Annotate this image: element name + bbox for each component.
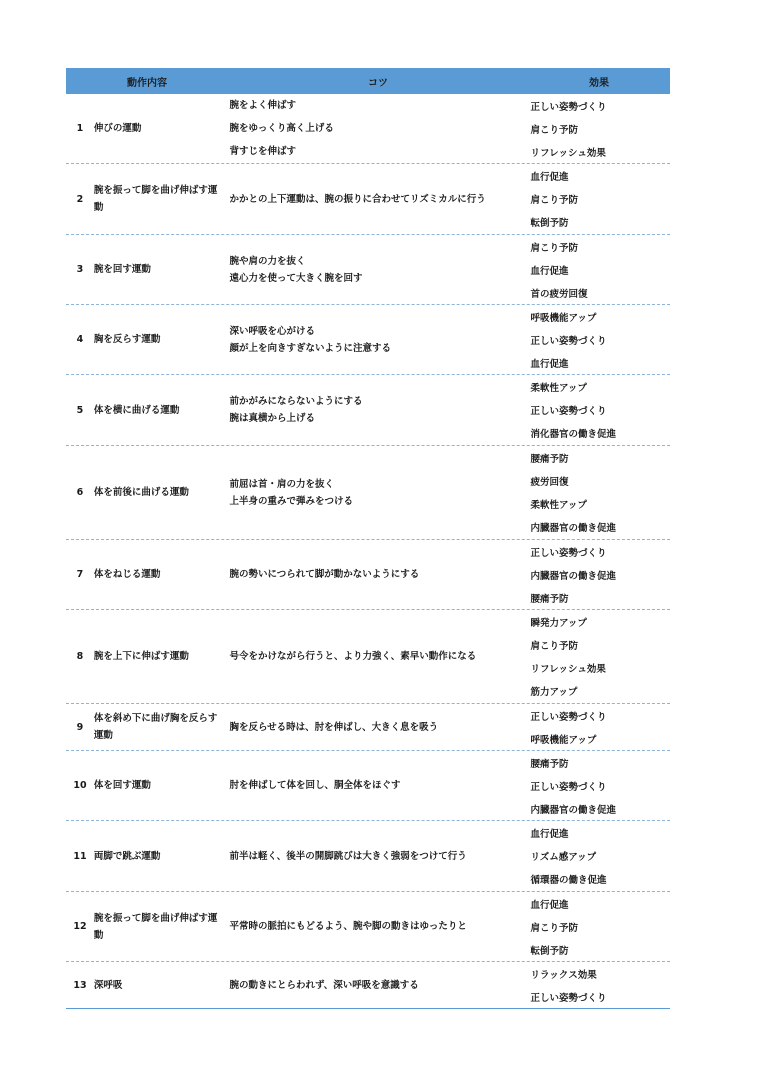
row-tips — [229, 704, 528, 750]
row-tips — [229, 375, 528, 445]
effect-item: 内臓器官の働き促進 — [530, 570, 616, 582]
row-effects — [528, 962, 670, 1008]
effect-item: 血行促進 — [530, 265, 569, 277]
row-action: 腕を上下に伸ばす運動 — [93, 651, 189, 662]
row-effects — [528, 540, 670, 609]
row-effects — [528, 235, 670, 304]
row-tips — [229, 94, 528, 163]
effect-item: 柔軟性アップ — [530, 500, 587, 512]
effect-item: リフレッシュ効果 — [530, 664, 606, 676]
row-tips — [229, 540, 528, 609]
table-row — [66, 704, 670, 751]
row-tips — [229, 821, 528, 891]
row-action: 深呼吸 — [93, 979, 123, 991]
effect-item: リラックス効果 — [530, 969, 597, 981]
effect-item: 腰痛予防 — [530, 453, 569, 465]
row-effects — [528, 446, 670, 539]
table-row — [66, 751, 670, 821]
table-row — [66, 235, 670, 305]
tip-text: かかとの上下運動は、腕の振りに合わせてリズミカルに行う — [229, 193, 486, 205]
table-row — [66, 540, 670, 610]
effect-item: 疲労回復 — [530, 476, 569, 488]
row-number: 2 — [76, 193, 84, 205]
effect-item: 首の疲労回復 — [530, 288, 588, 300]
effect-item: 正しい姿勢づくり — [530, 101, 607, 113]
effect-item: 呼吸機能アップ — [530, 734, 597, 746]
effect-item: 正しい姿勢づくり — [530, 405, 607, 417]
row-number: 10 — [73, 780, 87, 791]
row-action: 腕を振って脚を曲げ伸ばす運動 — [93, 912, 218, 941]
row-action: 伸びの運動 — [93, 123, 142, 134]
row-effects — [528, 892, 670, 961]
effect-item: リズム感アップ — [530, 851, 597, 863]
exercise-table — [66, 68, 670, 1009]
table-row — [66, 164, 670, 235]
row-number: 4 — [76, 334, 84, 345]
tip-text: 腕の勢いにつられて脚が動かないようにする — [229, 569, 420, 580]
table-body — [66, 94, 670, 1009]
table-row — [66, 962, 670, 1009]
row-effects — [528, 164, 670, 234]
row-action: 腕を振って脚を曲げ伸ばす運動 — [93, 185, 218, 213]
row-number: 8 — [76, 651, 84, 662]
tip-text: 号令をかけながら行うと、より力強く、素早い動作になる — [229, 651, 477, 662]
tip-text: 顔が上を向きすぎないように注意する — [229, 342, 391, 354]
tip-text: 遠心力を使って大きく腕を回す — [229, 272, 363, 284]
row-action: 両脚で跳ぶ運動 — [93, 850, 161, 862]
tip-text: 前屈は首・肩の力を抜く — [229, 478, 334, 490]
effect-item: 瞬発力アップ — [530, 617, 587, 629]
effect-item: 内臓器官の働き促進 — [530, 523, 616, 535]
row-action: 体を前後に曲げる運動 — [93, 487, 189, 498]
tip-text: 平常時の脈拍にもどるよう、腕や脚の動きはゆったりと — [229, 921, 467, 932]
row-effects — [528, 94, 670, 163]
row-tips — [229, 164, 528, 234]
effect-item: 血行促進 — [530, 828, 569, 840]
row-action: 体をねじる運動 — [93, 569, 161, 580]
row-effects — [528, 704, 670, 750]
effect-item: 血行促進 — [530, 171, 569, 183]
tip-text: 肘を伸ばして体を回し、胴全体をほぐす — [229, 780, 401, 791]
tip-text: 胸を反らせる時は、肘を伸ばし、大きく息を吸う — [229, 721, 439, 733]
effect-item: 腰痛予防 — [530, 593, 569, 605]
row-number: 5 — [76, 404, 84, 416]
row-effects — [528, 751, 670, 820]
row-tips — [229, 235, 528, 304]
row-number: 12 — [73, 921, 87, 932]
row-effects — [528, 375, 670, 445]
tip-text: 前半は軽く、後半の開脚跳びは大きく強弱をつけて行う — [229, 850, 467, 862]
row-number: 11 — [73, 850, 87, 862]
tip-text: 上半身の重みで弾みをつける — [229, 495, 353, 507]
effect-item: 肩こり予防 — [530, 922, 578, 934]
effect-item: 柔軟性アップ — [530, 382, 587, 394]
table-row — [66, 892, 670, 962]
effect-item: 内臓器官の働き促進 — [530, 804, 616, 816]
tip-text: 深い呼吸を心がける — [229, 325, 315, 337]
effect-item: 転倒予防 — [530, 218, 569, 230]
row-action: 体を斜め下に曲げ胸を反らす運動 — [93, 713, 218, 741]
effect-item: 呼吸機能アップ — [530, 312, 597, 324]
table-header — [66, 68, 670, 94]
row-effects — [528, 821, 670, 891]
effect-item: 腰痛予防 — [530, 758, 569, 770]
header-tips: コツ — [368, 77, 388, 89]
effect-item: 血行促進 — [530, 899, 569, 911]
row-number: 7 — [76, 569, 84, 580]
row-number: 9 — [76, 721, 84, 733]
table-row — [66, 610, 670, 704]
effect-item: 循環器の働き促進 — [530, 875, 607, 887]
effect-item: 肩こり予防 — [530, 640, 578, 652]
effect-item: 肩こり予防 — [530, 124, 578, 136]
row-number: 3 — [76, 264, 84, 275]
row-action: 腕を回す運動 — [93, 264, 151, 275]
effect-item: 正しい姿勢づくり — [530, 711, 607, 723]
table-row — [66, 375, 670, 446]
row-action: 体を回す運動 — [93, 780, 151, 791]
effect-item: 正しい姿勢づくり — [530, 781, 607, 793]
effect-item: 血行促進 — [530, 358, 569, 370]
table-row — [66, 94, 670, 164]
table-row — [66, 446, 670, 540]
row-effects — [528, 305, 670, 374]
effect-item: 筋力アップ — [530, 687, 578, 699]
tip-text: 腕をよく伸ばす — [229, 100, 296, 111]
effect-item: 肩こり予防 — [530, 194, 578, 206]
effect-item: リフレッシュ効果 — [530, 147, 606, 159]
row-tips — [229, 305, 528, 374]
tip-text: 腕や肩の力を抜く — [229, 255, 306, 267]
row-action: 胸を反らす運動 — [93, 334, 161, 345]
row-tips — [229, 962, 528, 1008]
tip-text: 前かがみにならないようにする — [229, 396, 363, 407]
tip-text: 腕の動きにとらわれず、深い呼吸を意識する — [229, 979, 419, 991]
tip-text: 背すじを伸ばす — [229, 146, 296, 157]
effect-item: 消化器官の働き促進 — [530, 429, 616, 441]
table-row — [66, 821, 670, 892]
effect-item: 正しい姿勢づくり — [530, 547, 607, 559]
row-number: 13 — [73, 979, 87, 991]
row-tips — [229, 892, 528, 961]
tip-text: 腕は真横から上げる — [229, 413, 315, 424]
effect-item: 正しい姿勢づくり — [530, 992, 607, 1004]
effect-item: 肩こり予防 — [530, 242, 578, 254]
row-tips — [229, 446, 528, 539]
row-action: 体を横に曲げる運動 — [93, 404, 180, 416]
header-effect: 効果 — [589, 77, 609, 89]
effect-item: 正しい姿勢づくり — [530, 335, 607, 347]
effect-item: 転倒予防 — [530, 945, 569, 957]
row-number: 1 — [76, 123, 84, 134]
row-tips — [229, 610, 528, 703]
row-tips — [229, 751, 528, 820]
row-effects — [528, 610, 670, 703]
row-number: 6 — [76, 487, 84, 498]
tip-text: 腕をゆっくり高く上げる — [229, 123, 334, 134]
table-row — [66, 305, 670, 375]
header-action: 動作内容 — [127, 77, 167, 89]
